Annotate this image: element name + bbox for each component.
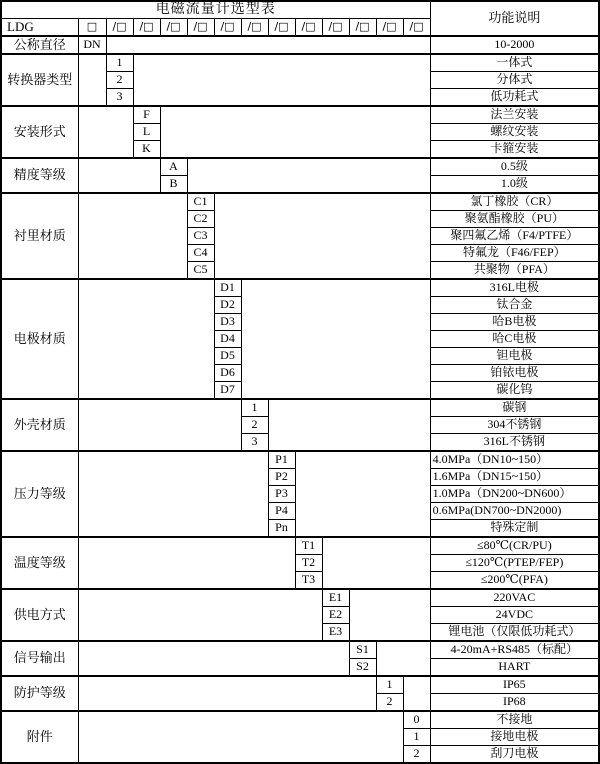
option-description: 一体式 <box>430 54 599 72</box>
model-code-box: /□ <box>214 19 241 37</box>
option-description: 10-2000 <box>430 36 599 54</box>
option-description: 0.6MPa(DN700~DN2000) <box>430 503 599 520</box>
spacer-cell <box>78 641 349 676</box>
option-description: 哈B电极 <box>430 314 599 331</box>
category-label: 转换器类型 <box>1 54 78 106</box>
model-code-box: /□ <box>295 19 322 37</box>
spacer-cell <box>78 106 133 158</box>
model-code-box: /□ <box>106 19 133 37</box>
option-code: 1 <box>403 729 430 746</box>
option-code: E1 <box>322 589 349 607</box>
option-code: D7 <box>214 382 241 400</box>
option-description: 316L电极 <box>430 279 599 297</box>
option-description: IP68 <box>430 694 599 712</box>
option-code: D6 <box>214 365 241 382</box>
option-description: 不接地 <box>430 711 599 729</box>
spacer-cell <box>133 54 430 106</box>
option-description: 特氟龙（F46/FEP） <box>430 245 599 262</box>
model-code-box: /□ <box>349 19 376 37</box>
category-label: 衬里材质 <box>1 193 78 279</box>
spacer-cell <box>241 279 430 399</box>
option-description: 1.6MPa（DN15~150） <box>430 469 599 486</box>
option-code: 1 <box>376 676 403 694</box>
model-prefix-label: LDG <box>1 19 78 37</box>
spacer-cell <box>78 158 160 193</box>
option-code: T1 <box>295 537 322 555</box>
option-description: ≤200℃(PFA) <box>430 572 599 590</box>
model-code-box: /□ <box>241 19 268 37</box>
category-label: 防护等级 <box>1 676 78 711</box>
model-code-box: /□ <box>160 19 187 37</box>
option-description: 低功耗式 <box>430 89 599 107</box>
option-description: 聚氨酯橡胶（PU） <box>430 211 599 228</box>
option-code: C5 <box>187 262 214 280</box>
option-description: 哈C电极 <box>430 331 599 348</box>
option-code: 2 <box>241 417 268 434</box>
option-description: IP65 <box>430 676 599 694</box>
option-description: 1.0级 <box>430 176 599 194</box>
option-code: 0 <box>403 711 430 729</box>
option-code: 3 <box>241 434 268 452</box>
option-code: D3 <box>214 314 241 331</box>
option-description: 钽电极 <box>430 348 599 365</box>
spacer-cell <box>160 106 430 158</box>
option-code: B <box>160 176 187 194</box>
spacer-cell <box>78 54 106 106</box>
option-description: 卡箍安装 <box>430 141 599 159</box>
spacer-cell <box>78 399 241 451</box>
option-code: 2 <box>106 72 133 89</box>
model-code-box: /□ <box>187 19 214 37</box>
option-description: 共聚物（PFA） <box>430 262 599 280</box>
option-code: 1 <box>106 54 133 72</box>
option-description: 氯丁橡胶（CR） <box>430 193 599 211</box>
option-description: 4.0MPa（DN10~150） <box>430 451 599 469</box>
model-code-box: /□ <box>322 19 349 37</box>
spacer-cell <box>78 589 322 641</box>
table-title: 电磁流量计选型表 <box>1 1 430 19</box>
option-description: ≤80℃(CR/PU) <box>430 537 599 555</box>
option-code: A <box>160 158 187 176</box>
option-description: 锂电池（仅限低功耗式） <box>430 624 599 642</box>
spacer-cell <box>78 193 187 279</box>
option-code: 2 <box>403 746 430 764</box>
option-code: L <box>133 124 160 141</box>
option-description: 316L不锈钢 <box>430 434 599 452</box>
option-code: C1 <box>187 193 214 211</box>
option-description: 1.0MPa（DN200~DN600） <box>430 486 599 503</box>
option-code: S1 <box>349 641 376 659</box>
option-code: 2 <box>376 694 403 712</box>
spacer-cell <box>78 537 295 589</box>
option-code: T2 <box>295 555 322 572</box>
category-label: 精度等级 <box>1 158 78 193</box>
option-description: 304不锈钢 <box>430 417 599 434</box>
category-label: 外壳材质 <box>1 399 78 451</box>
model-code-box: /□ <box>376 19 403 37</box>
option-code: P1 <box>268 451 295 469</box>
option-description: ≤120℃(PTEP/FEP) <box>430 555 599 572</box>
option-description: 聚四氟乙烯（F4/PTFE） <box>430 228 599 245</box>
category-label: 供电方式 <box>1 589 78 641</box>
option-description: 4-20mA+RS485（标配） <box>430 641 599 659</box>
model-code-box: /□ <box>133 19 160 37</box>
option-description: 法兰安装 <box>430 106 599 124</box>
category-label: 信号输出 <box>1 641 78 676</box>
option-code: P3 <box>268 486 295 503</box>
option-code: Pn <box>268 520 295 538</box>
category-label: 安装形式 <box>1 106 78 158</box>
option-code: P4 <box>268 503 295 520</box>
spacer-cell <box>403 676 430 711</box>
option-description: 螺纹安装 <box>430 124 599 141</box>
option-code: D1 <box>214 279 241 297</box>
model-code-box: /□ <box>403 19 430 37</box>
option-description: 铂铱电极 <box>430 365 599 382</box>
option-code: DN <box>78 36 106 54</box>
option-description: 碳化钨 <box>430 382 599 400</box>
category-label: 附件 <box>1 711 78 763</box>
option-description: 接地电极 <box>430 729 599 746</box>
option-code: C4 <box>187 245 214 262</box>
model-code-box: □ <box>78 19 106 37</box>
option-code: S2 <box>349 659 376 677</box>
spacer-cell <box>268 399 430 451</box>
option-code: 3 <box>106 89 133 107</box>
option-code: C3 <box>187 228 214 245</box>
spacer-cell <box>78 711 403 763</box>
option-description: 24VDC <box>430 607 599 624</box>
spacer-cell <box>187 158 430 193</box>
option-description: 特殊定制 <box>430 520 599 538</box>
category-label: 电极材质 <box>1 279 78 399</box>
option-code: K <box>133 141 160 159</box>
option-code: E2 <box>322 607 349 624</box>
option-description: HART <box>430 659 599 677</box>
option-description: 碳钢 <box>430 399 599 417</box>
option-code: E3 <box>322 624 349 642</box>
option-code: P2 <box>268 469 295 486</box>
spacer-cell <box>349 589 430 641</box>
option-description: 分体式 <box>430 72 599 89</box>
spacer-cell <box>106 36 430 54</box>
model-code-box: /□ <box>268 19 295 37</box>
spacer-cell <box>214 193 430 279</box>
option-code: T3 <box>295 572 322 590</box>
option-code: D2 <box>214 297 241 314</box>
option-code: D5 <box>214 348 241 365</box>
function-column-header: 功能说明 <box>430 1 599 36</box>
spacer-cell <box>78 451 268 537</box>
category-label: 公称直径 <box>1 36 78 54</box>
spacer-cell <box>78 676 376 711</box>
category-label: 温度等级 <box>1 537 78 589</box>
spacer-cell <box>322 537 430 589</box>
spacer-cell <box>78 279 214 399</box>
option-description: 钛合金 <box>430 297 599 314</box>
option-code: C2 <box>187 211 214 228</box>
spacer-cell <box>295 451 430 537</box>
category-label: 压力等级 <box>1 451 78 537</box>
option-description: 刮刀电极 <box>430 746 599 764</box>
option-description: 220VAC <box>430 589 599 607</box>
option-code: 1 <box>241 399 268 417</box>
option-code: F <box>133 106 160 124</box>
option-code: D4 <box>214 331 241 348</box>
option-description: 0.5级 <box>430 158 599 176</box>
spacer-cell <box>376 641 430 676</box>
